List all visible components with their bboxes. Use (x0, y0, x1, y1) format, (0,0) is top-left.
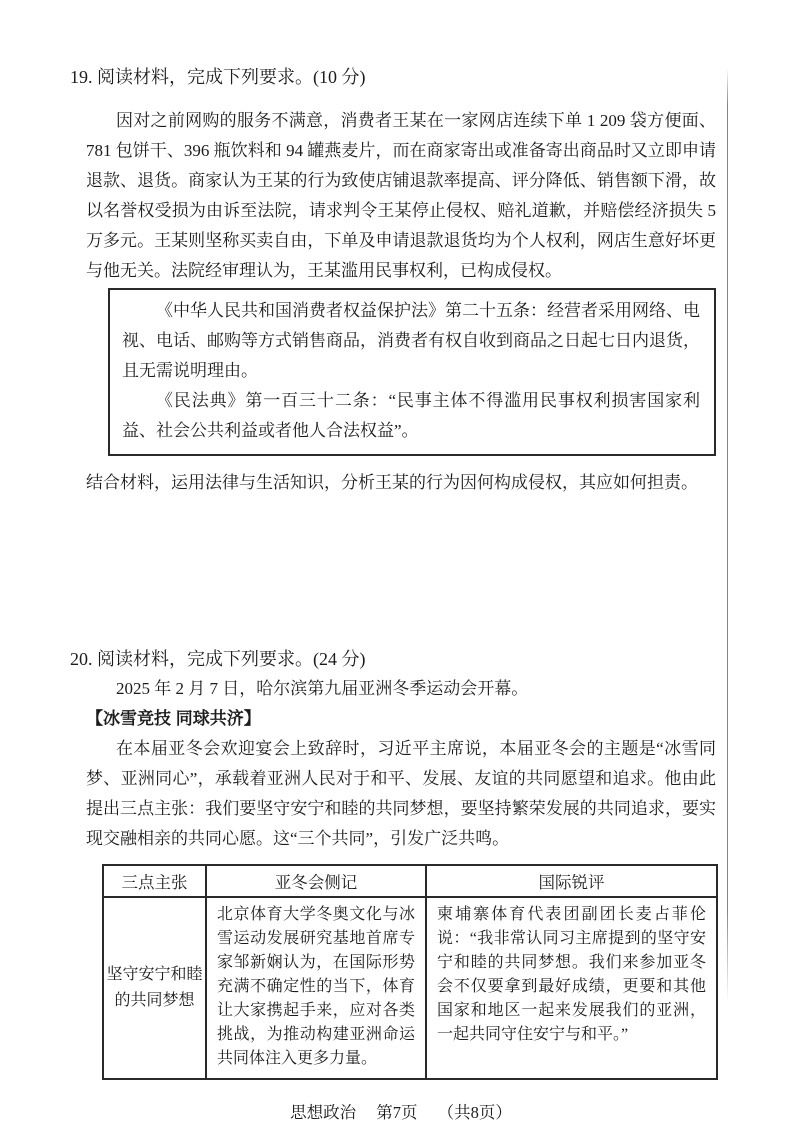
question-19-task: 结合材料，运用法律与生活知识，分析王某的行为因何构成侵权，其应如何担责。 (86, 473, 698, 492)
page-footer (86, 1100, 716, 1126)
table-row (103, 897, 717, 1079)
law-clause-civil-code: 《民法典》第一百三十二条：“民事主体不得滥用民事权利损害国家利益、社会公共利益或者他人合法权益”。 (122, 391, 700, 440)
table-header-row (103, 865, 717, 897)
question-20-heading: 20. 阅读材料，完成下列要求。(24 分) (70, 649, 366, 669)
question-20-section-title: 【冰雪竞技 同球共济】 (86, 709, 261, 728)
table-cell-sidelight: 北京体育大学冬奥文化与冰雪运动发展研究基地首席专家邹新娴认为，在国际形势充满不确定性的当下，体育让大家携起手来，应对各类挑战，为推动构建亚洲命运共同体注入更多力量。 (206, 897, 426, 1079)
law-clause-consumer-protection: 《中华人民共和国消费者权益保护法》第二十五条：经营者采用网络、电视、电话、邮购等方式销售商品，消费者有权自收到商品之日起七日内退货，且无需说明理由。 (122, 301, 700, 380)
three-claims-table (102, 864, 718, 1080)
law-excerpt-box (108, 288, 716, 456)
table-header-review: 国际锐评 (426, 865, 717, 897)
footer-subject: 思想政治 (290, 1103, 357, 1122)
question-20-material: 在本届亚冬会欢迎宴会上致辞时，习近平主席说，本届亚冬会的主题是“冰雪同梦、亚洲同心”，承载着亚洲人民对于和平、发展、友谊的共同愿望和追求。他由此提出三点主张：我们要坚守安宁和睦的共同梦想，要坚持繁荣发展的共同追求，要实现交融相亲的共同心愿。这“三个共同”，引发广泛共鸣。 (86, 739, 716, 848)
footer-page-number: 第7页 (376, 1103, 418, 1122)
answer-blank-space (86, 498, 716, 644)
footer-total-pages: （共8页） (437, 1103, 512, 1122)
table-header-claim: 三点主张 (103, 865, 206, 897)
scan-edge-artifact (727, 68, 728, 1003)
table-cell-claim: 坚守安宁和睦的共同梦想 (103, 897, 206, 1079)
question-19-heading: 19. 阅读材料，完成下列要求。(10 分) (70, 67, 366, 87)
exam-page (70, 0, 716, 1126)
table-header-sidelight: 亚冬会侧记 (206, 865, 426, 897)
question-20-intro: 2025 年 2 月 7 日，哈尔滨第九届亚洲冬季运动会开幕。 (116, 679, 529, 698)
question-19-material: 因对之前网购的服务不满意，消费者王某在一家网店连续下单 1 209 袋方便面、781 包饼干、396 瓶饮料和 94 罐燕麦片，而在商家寄出或准备寄出商品时又立即申请退款、退货。商家认为王某的行为致使店铺退款率提高、评分降低、销售额下滑，故以名誉权受损为由诉至法院，请求判令王某停止侵权、赔礼道歉，并赔偿经济损失 5 万多元。王某则坚称买卖自由，下单及申请退款退货均为个人权利，网店生意好坏更与他无关。法院经审理认为，王某滥用民事权利，已构成侵权。 (86, 111, 716, 280)
table-cell-review: 柬埔寨体育代表团副团长麦占菲伦说：“我非常认同习主席提到的坚守安宁和睦的共同梦想。我们来参加亚冬会不仅要拿到最好成绩，更要和其他国家和地区一起来发展我们的亚洲，一起共同守住安宁与和平。” (426, 897, 717, 1079)
